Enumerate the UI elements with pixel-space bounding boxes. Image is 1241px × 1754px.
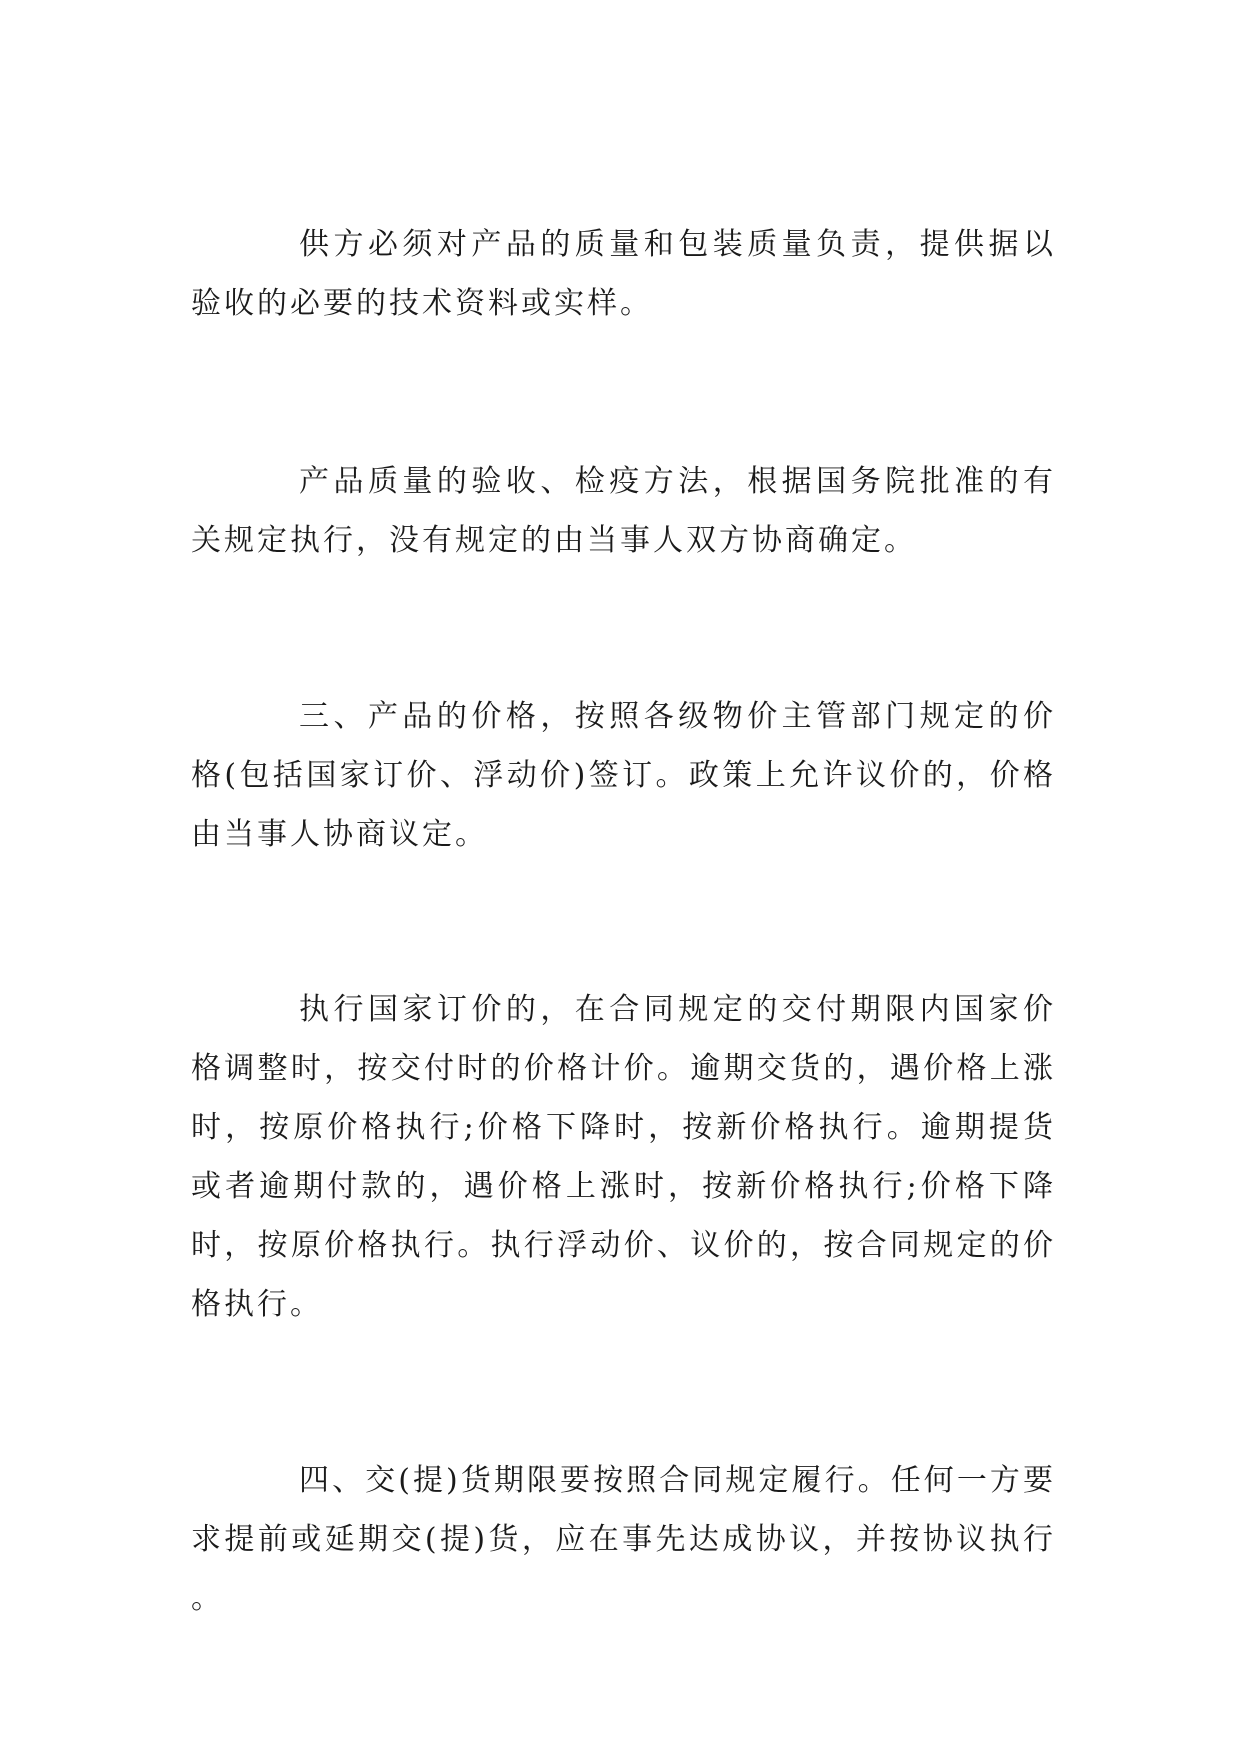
paragraph-quality-inspection: 产品质量的验收、检疫方法，根据国务院批准的有关规定执行，没有规定的由当事人双方协商确定。 (191, 464, 1056, 558)
paragraph-section-4-delivery: 四、交(提)货期限要按照合同规定履行。任何一方要求提前或延期交(提)货，应在事先达成协议，并按协议执行。 (191, 1463, 1056, 1616)
paragraph-quality-responsibility: 供方必须对产品的质量和包装质量负责，提供据以验收的必要的技术资料或实样。 (191, 227, 1056, 321)
paragraph-state-price-adjustment: 执行国家订价的，在合同规定的交付期限内国家价格调整时，按交付时的价格计价。逾期交货的，遇价格上涨时，按原价格执行;价格下降时，按新价格执行。逾期提货或者逾期付款的，遇价格上涨时，按新价格执行;价格下降时，按原价格执行。执行浮动价、议价的，按合同规定的价格执行。 (191, 992, 1056, 1322)
paragraph-section-3-price: 三、产品的价格，按照各级物价主管部门规定的价格(包括国家订价、浮动价)签订。政策上允许议价的，价格由当事人协商议定。 (191, 699, 1056, 852)
